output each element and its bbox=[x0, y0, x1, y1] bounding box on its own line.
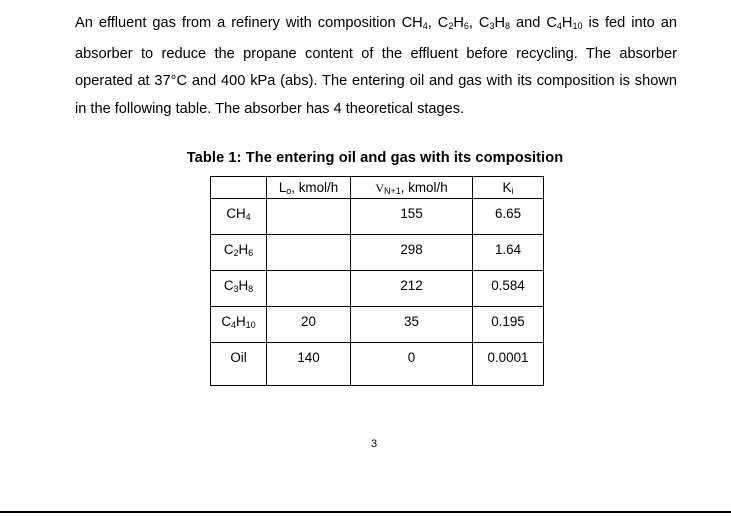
component-cell: Oil bbox=[211, 343, 267, 386]
liquid-flow-cell bbox=[267, 271, 351, 307]
composition-table bbox=[210, 176, 544, 386]
k-value-cell: 0.0001 bbox=[473, 343, 544, 386]
table-header-row bbox=[211, 177, 544, 199]
subscript: 6 bbox=[463, 21, 469, 31]
text-run: H bbox=[453, 15, 464, 31]
k-value-cell: 1.64 bbox=[473, 235, 544, 271]
page-divider bbox=[0, 511, 731, 513]
text-run: , C bbox=[427, 15, 449, 31]
subscript: 3 bbox=[489, 21, 495, 31]
vapor-flow-cell: 0 bbox=[351, 343, 473, 386]
text-run: , C bbox=[468, 15, 490, 31]
k-value-cell: 0.584 bbox=[473, 271, 544, 307]
component-cell: $CH_4$ bbox=[211, 199, 267, 235]
subscript: 8 bbox=[505, 21, 511, 31]
header-k-value: $K_i$ bbox=[473, 177, 544, 199]
table-row bbox=[211, 199, 544, 235]
subscript: 2 bbox=[448, 21, 454, 31]
component-cell: $C_4H_{10}$ bbox=[211, 307, 267, 343]
text-run: and C bbox=[510, 15, 557, 31]
text-run: H bbox=[494, 15, 506, 31]
text-run: is fed into an absorber to reduce the propane content of the effluent before recycling. The absorber operated at 37°C and 400 kPa (abs). The entering oil and gas with its composition is shown in the following table. The absorber has 4 theoretical stages. bbox=[75, 15, 677, 117]
vapor-flow-cell: 298 bbox=[351, 235, 473, 271]
k-value-cell: 0.195 bbox=[473, 307, 544, 343]
liquid-flow-cell: 20 bbox=[267, 307, 351, 343]
table-row bbox=[211, 235, 544, 271]
subscript: 4 bbox=[422, 21, 428, 31]
table-row bbox=[211, 307, 544, 343]
text-run: H bbox=[561, 15, 573, 31]
k-value-cell: 6.65 bbox=[473, 199, 544, 235]
vapor-flow-cell: 155 bbox=[351, 199, 473, 235]
page-number: 3 bbox=[371, 438, 378, 450]
header-vapor-flow: $V_{N+1}$, kmol/h bbox=[351, 177, 473, 199]
liquid-flow-cell bbox=[267, 235, 351, 271]
subscript: 10 bbox=[572, 21, 583, 31]
liquid-flow-cell: 140 bbox=[267, 343, 351, 386]
header-component bbox=[211, 177, 267, 199]
table-row bbox=[211, 343, 544, 386]
table-caption: Table 1: The entering oil and gas with its composition bbox=[186, 150, 564, 166]
text-run: An effluent gas from a refinery with composition CH bbox=[75, 15, 423, 31]
component-cell: $C_2H_6$ bbox=[211, 235, 267, 271]
liquid-flow-cell bbox=[267, 199, 351, 235]
table-row bbox=[211, 271, 544, 307]
problem-statement bbox=[75, 10, 677, 123]
component-cell: $C_3H_8$ bbox=[211, 271, 267, 307]
header-liquid-flow: $L_o$, kmol/h bbox=[267, 177, 351, 199]
subscript: 4 bbox=[556, 21, 562, 31]
vapor-flow-cell: 212 bbox=[351, 271, 473, 307]
vapor-flow-cell: 35 bbox=[351, 307, 473, 343]
